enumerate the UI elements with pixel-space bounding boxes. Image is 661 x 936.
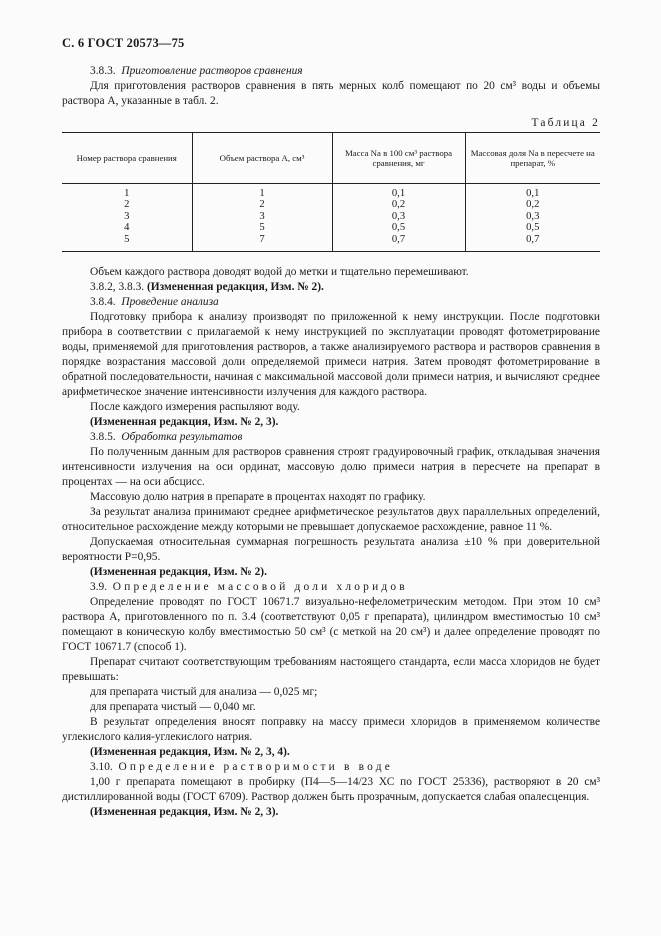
paragraph: Объем каждого раствора доводят водой до метки и тщательно перемешивают. (90, 266, 469, 278)
section-title (62, 295, 600, 310)
table-cell-empty (332, 245, 465, 251)
list-item: для препарата чистый — 0,040 мг. (90, 701, 256, 713)
section-heading: Обработка результатов (121, 431, 243, 443)
table-cell: 0,2 (465, 199, 600, 210)
table-header-row (62, 133, 600, 184)
paragraph: После каждого измерения распыляют воду. (90, 401, 300, 413)
amendment-note: (Измененная редакция, Изм. № 2, 3). (90, 806, 279, 818)
section-number: 3.10. (90, 761, 113, 773)
amendment-note: (Измененная редакция, Изм. № 2, 3). (90, 416, 279, 428)
paragraph: 1,00 г препарата помещают в пробирку (П4—5—14/23 ХС по ГОСТ 25336), растворяют в 20 см³ дистиллированной воды (ГОСТ 6709). Раствор должен быть прозрачным, допускается слабая опалесценция. (62, 776, 600, 803)
paragraph: Допускаемая относительная суммарная погрешность результата анализа ±10 % при доверительной вероятности Р=0,95. (62, 536, 600, 563)
section-heading: Приготовление растворов сравнения (121, 65, 303, 77)
table-row (62, 222, 600, 233)
table-cell: 0,7 (332, 234, 465, 245)
section-title (62, 580, 600, 595)
table-cell: 0,5 (332, 222, 465, 233)
amendment-note (62, 280, 600, 295)
table-cell-empty (192, 245, 332, 251)
table-cell: 1 (124, 188, 130, 199)
table-cell: 0,1 (332, 184, 465, 200)
table-cell: 5 (192, 222, 332, 233)
table-caption: Таблица 2 (531, 117, 600, 129)
table-row (62, 199, 600, 210)
paragraph: По полученным данным для растворов сравнения строят градуировочный график, откладывая значения интенсивности излучения на оси ординат, массовую долю примеси натрия в пересчете на препарат в процентах — на оси абсцисс. (62, 446, 600, 488)
table-cell: 0,5 (465, 222, 600, 233)
paragraph: Препарат считают соответствующим требованиям настоящего стандарта, если масса хлоридов не будет превышать: (62, 656, 600, 683)
table-row (62, 184, 600, 200)
section-number: 3.8.5. (90, 431, 116, 443)
table-cell: 1 (192, 184, 332, 200)
table-cell: 0,3 (465, 211, 600, 222)
section-number: 3.9. (90, 581, 108, 593)
section-number: 3.8.4. (90, 296, 116, 308)
amendment-prefix: 3.8.2, 3.8.3. (90, 281, 147, 293)
table-cell-empty (62, 245, 192, 251)
section-heading: Определение массовой доли хлоридов (112, 581, 408, 593)
list-item: для препарата чистый для анализа — 0,025 мг; (90, 686, 318, 698)
table-header-cell: Объем раствора А, см³ (192, 133, 332, 184)
table-cell: 7 (192, 234, 332, 245)
reference-solutions-table (62, 132, 600, 252)
table-cell: 3 (124, 210, 130, 222)
table-cell: 5 (124, 233, 130, 245)
amendment-bold: (Измененная редакция, Изм. № 2). (146, 281, 324, 293)
paragraph: Определение проводят по ГОСТ 10671.7 визуально-нефелометрическим методом. При этом 10 см³ раствора А, приготовленного по п. 3.4 (соответствуют 0,05 г препарата), цилиндром вместимостью 10 см³ помещают в коническую колбу вместимостью 50 см³ (с меткой на 20 см³) и далее определение проводят по ГОСТ 10671.7 (способ 1). (62, 596, 600, 653)
page-header: С. 6 ГОСТ 20573—75 (62, 36, 185, 50)
table-cell: 0,1 (465, 184, 600, 200)
table-cell: 0,7 (465, 234, 600, 245)
section-heading: Определение растворимости в воде (118, 761, 393, 773)
paragraph: Для приготовления растворов сравнения в пять мерных колб помещают по 20 см³ воды и объемы раствора А, указанные в табл. 2. (62, 80, 600, 107)
paragraph: Массовую долю натрия в препарате в процентах находят по графику. (90, 491, 426, 503)
table-header-cell: Номер раствора сравнения (62, 133, 192, 184)
limits-list (62, 685, 600, 715)
section-title (62, 760, 600, 775)
table-header-cell: Массовая доля Na в пересчете на препарат, % (465, 133, 600, 184)
amendment-note: (Измененная редакция, Изм. № 2, 3, 4). (90, 746, 290, 758)
paragraph: Подготовку прибора к анализу производят по приложенной к нему инструкции. После подготовки прибора в соответствии с прилагаемой к нему инструкцией по эксплуатации проводят фотометрирование воды, применяемой для приготовления растворов, а также анализируемого раствора и растворов сравнения в порядке возрастания массовой доли определяемой примеси натрия. Затем проводят фотометрирование в обратной последовательности, начиная с максимальной массовой доли примеси натрия, и вычисляют среднее арифметическое значение интенсивности излучения для каждого раствора. (62, 311, 600, 398)
table-cell: 3 (192, 211, 332, 222)
table-cell: 0,3 (332, 211, 465, 222)
paragraph: В результат определения вносят поправку на массу примеси хлоридов в применяемом количестве углекислого калия-углекислого натрия. (62, 716, 600, 743)
table-cell: 2 (192, 199, 332, 210)
table-cell-empty (465, 245, 600, 251)
paragraph: За результат анализа принимают среднее арифметическое результатов двух параллельных определений, относительное расхождение между которыми не превышает допускаемое расхождение, равное 11 %. (62, 506, 600, 533)
table-cell: 4 (124, 222, 130, 234)
section-title (62, 430, 600, 445)
table-row (62, 234, 600, 245)
body-text (62, 265, 600, 820)
section-title (62, 64, 600, 79)
table-cell: 2 (124, 199, 130, 211)
table-header-cell: Масса Na в 100 см³ раствора сравнения, мг (332, 133, 465, 184)
amendment-note: (Измененная редакция, Изм. № 2). (90, 566, 267, 578)
section-heading: Проведение анализа (121, 296, 219, 308)
section-number: 3.8.3. (90, 65, 116, 77)
section-3-8-3 (62, 64, 600, 109)
table-row (62, 211, 600, 222)
table-cell: 0,2 (332, 199, 465, 210)
table-bottom-rule (62, 245, 600, 251)
